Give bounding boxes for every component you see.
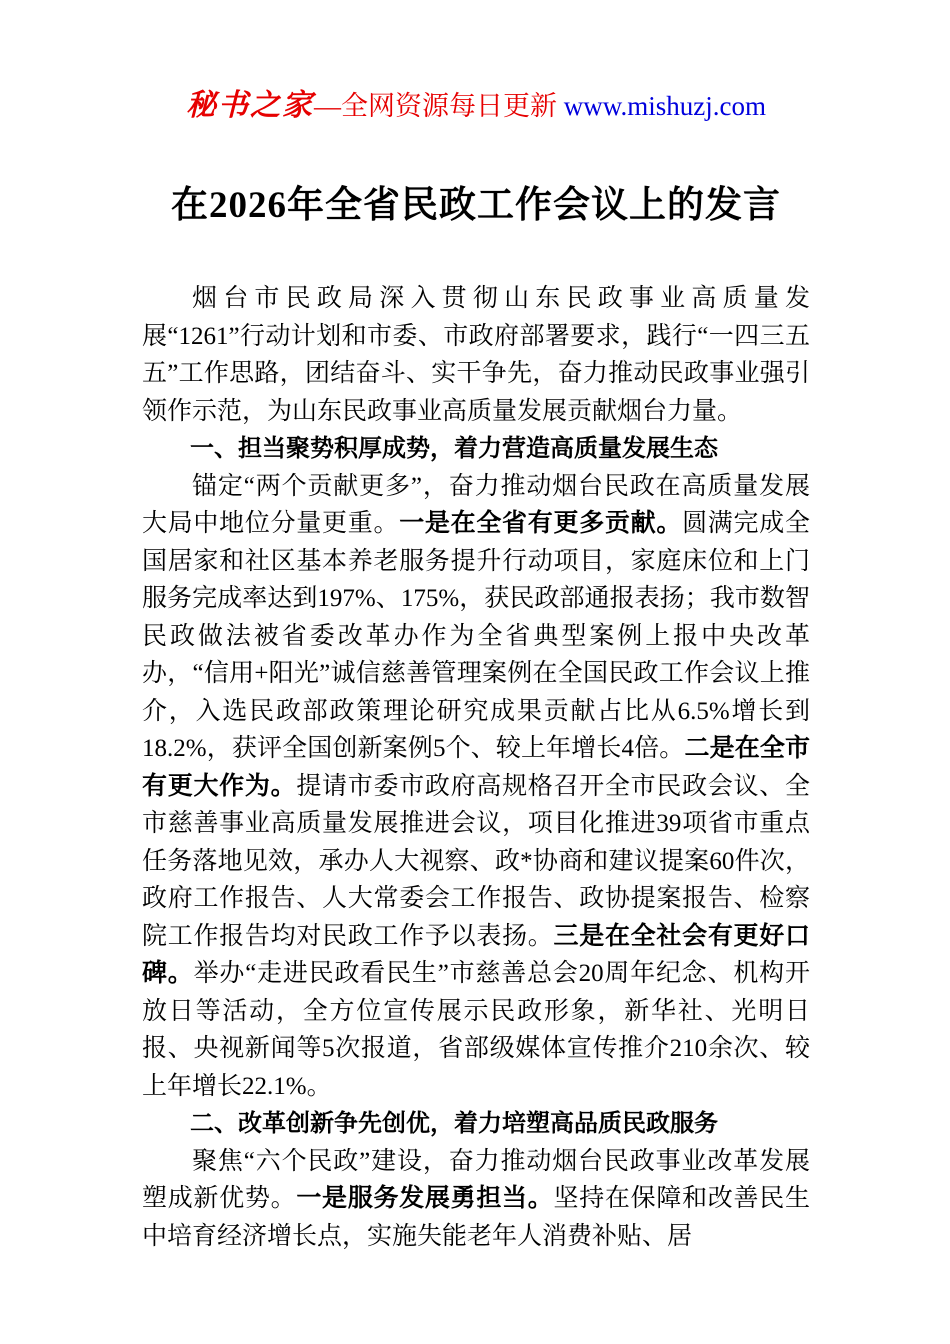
paragraph-intro: 烟台市民政局深入贯彻山东民政事业高质量发展“1261”行动计划和市委、市政府部署要求，践行“一四三五五”工作思路，团结奋斗、实干争先，奋力推动民政事业强引领作示范，为山东民政事业高质量发展贡献烟台力量。 [142, 285, 810, 425]
section-heading-1: 一、担当聚势积厚成势，着力营造高质量发展生态 [190, 435, 718, 462]
text-segment: 锚定“两个贡献更多”，奋力推动烟台民政在高质量发展大局中地位分量更重。 [142, 472, 810, 537]
site-url-link[interactable]: www.mishuzj.com [563, 91, 766, 121]
site-tagline: —全网资源每日更新 [314, 91, 564, 121]
document-body [142, 280, 810, 1255]
text-segment: 圆满完成全国居家和社区基本养老服务提升行动项目，家庭床位和上门服务完成率达到197%、175%，获民政部通报表扬；我市数智民政做法被省委改革办作为全省典型案例上报中央改革办，“信用+阳光”诚信慈善管理案例在全国民政工作会议上推介，入选民政部政策理论研究成果贡献占比从6.5%增长到18.2%，获评全国创新案例5个、较上年增长4倍。 [142, 510, 810, 762]
section-heading-2: 二、改革创新争先创优，着力培塑高品质民政服务 [190, 1110, 718, 1137]
text-segment: 提请市委市政府高规格召开全市民政会议、全市慈善事业高质量发展推进会议，项目化推进39项省市重点任务落地见效，承办人大视察、政*协商和建议提案60件次，政府工作报告、人大常委会工作报告、政协提案报告、检察院工作报告均对民政工作予以表扬。 [142, 772, 810, 950]
emphasis-segment: 三是在全社会有更好口碑。 [142, 922, 810, 987]
emphasis-segment: 一是服务发展勇担当。 [296, 1185, 554, 1212]
emphasis-segment: 一是在全省有更多贡献。 [399, 510, 683, 537]
site-brand: 秘书之家 [186, 89, 314, 122]
document-title: 在2026年全省民政工作会议上的发言 [171, 185, 781, 226]
text-segment: 举办“走进民政看民生”市慈善总会20周年纪念、机构开放日等活动，全方位宣传展示民政形象，新华社、光明日报、央视新闻等5次报道，省部级媒体宣传推介210余次、较上年增长22.1%。 [142, 960, 810, 1100]
text-segment: 聚焦“六个民政”建设，奋力推动烟台民政事业改革发展塑成新优势。 [142, 1147, 810, 1212]
emphasis-segment: 二是在全市有更大作为。 [142, 735, 810, 800]
text-segment: 坚持在保障和改善民生中培育经济增长点，实施失能老年人消费补贴、居 [142, 1185, 810, 1250]
paragraph-section-2 [142, 1143, 810, 1256]
site-header [142, 86, 810, 126]
paragraph-section-1 [142, 468, 810, 1106]
